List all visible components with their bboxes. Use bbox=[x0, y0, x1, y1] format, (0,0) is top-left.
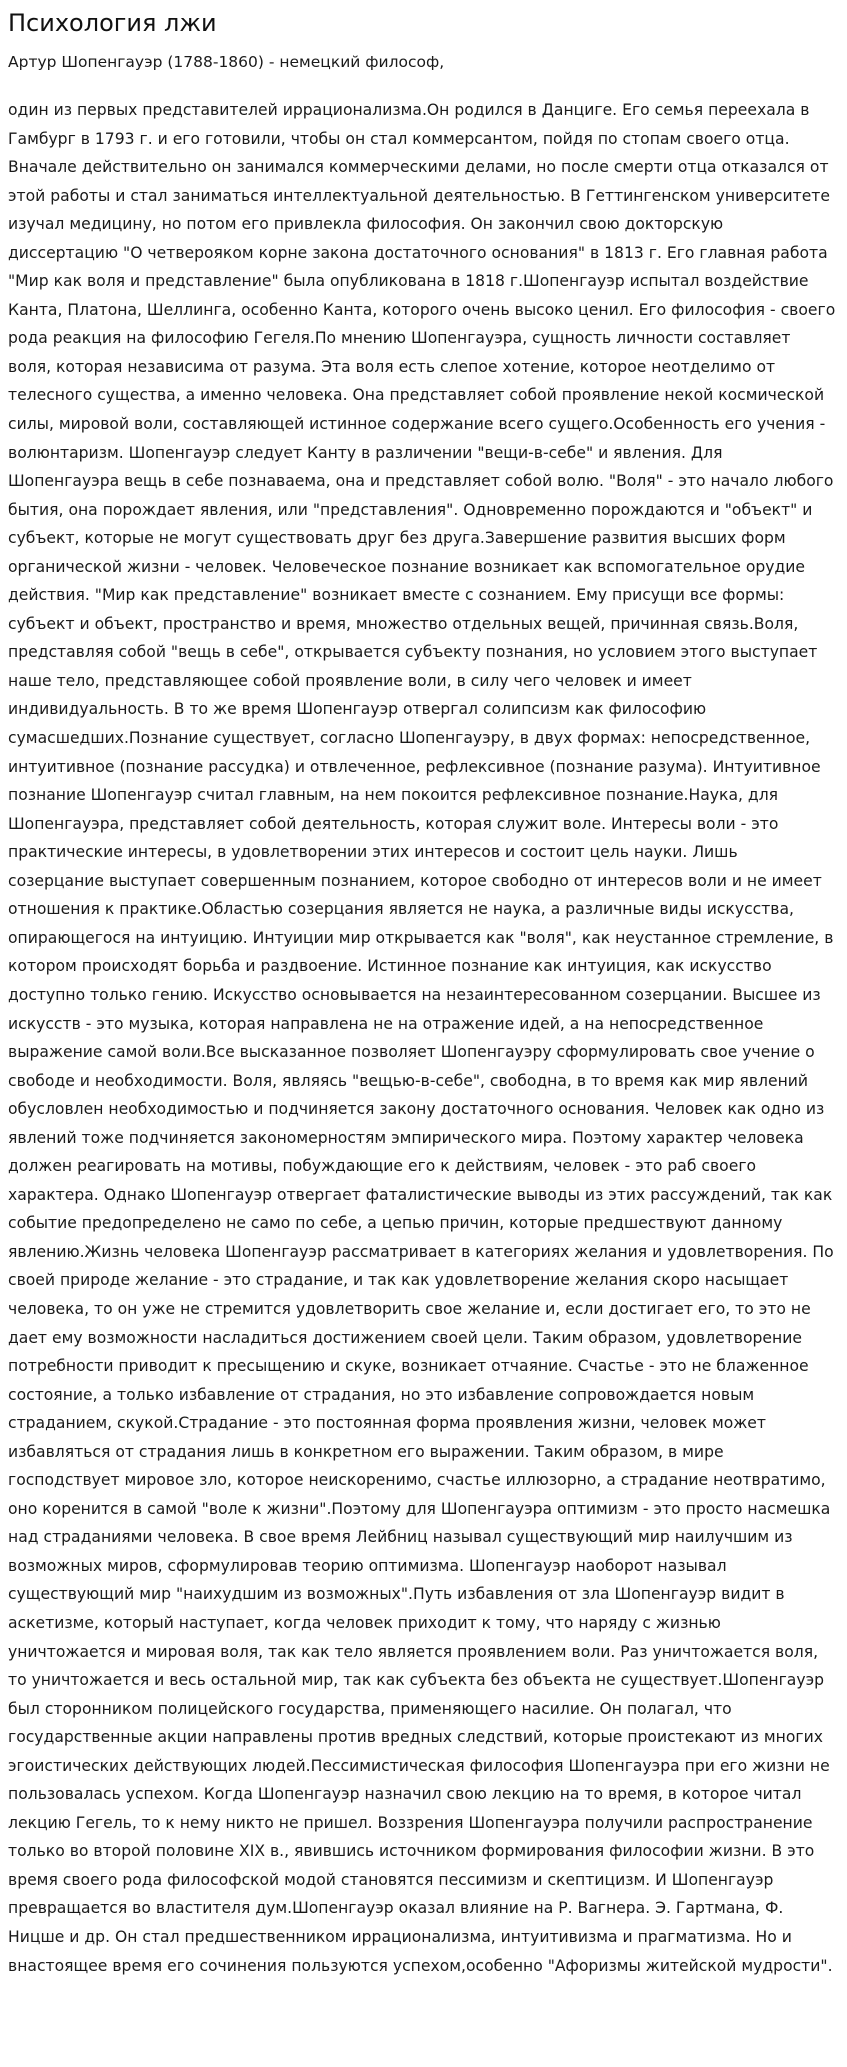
page-title: Психология лжи bbox=[8, 9, 217, 37]
author-line: Артур Шопенгауэр (1788-1860) - немецкий философ, bbox=[8, 53, 445, 71]
article-body: один из первых представителей иррационализма.Он родился в Данциге. Его семья переехала в Гамбург в 1793 г. и его готовили, чтобы он стал коммерсантом, пойдя по стопам своего отца. Вначале действительно он занимался коммерческими делами, но после смерти отца отказался от этой работы и стал заниматься интеллектуальной деятельностью. В Геттингенском университете изучал медицину, но потом его привлекла философия. Он закончил свою докторскую диссертацию "О четвероякoм корне закона достаточного основания" в 1813 г. Его главная работа "Мир как воля и представление" была опубликована в 1818 г.Шопенгауэр испытал воздействие Канта, Платона, Шеллинга, особенно Канта, которого очень высоко ценил. Его философия - своего рода реакция на философию Гегеля.По мнению Шопенгауэра, сущность личности составляет воля, которая независима от разума. Эта воля есть слепое хотение, которое неотделимо от телесного существа, а именно человека. Она представляет собой проявление некой космической силы, мировой воли, составляющей истинное содержание всего сущего.Особенность его учения - волюнтаризм. Шопенгауэр следует Канту в различении "вещи-в-себе" и явления. Для Шопенгауэра вещь в себе познаваема, она и представляет собой волю. "Воля" - это начало любого бытия, она порождает явления, или "представления". Одновременно порождаются и "объект" и субъект, которые не могут существовать друг без друга.Завершение развития высших форм органической жизни - человек. Человеческое познание возникает как вспомогательное орудие действия. "Мир как представление" возникает вместе с сознанием. Ему присущи все формы: субъект и объект, пространство и время, множество отдельных вещей, причинная связь.Воля, представляя собой "вещь в себе", открывается субъекту познания, но условием этого выступает наше тело, представляющее собой проявление воли, в силу чего человек и имеет индивидуальность. В то же время Шопенгауэр отвергал солипсизм как философию сумасшедших.Познание существует, согласно Шопенгауэру, в двух формах: непосредственное, интуитивное (познание рассудка) и отвлеченное, рефлексивное (познание разума). Интуитивное познание Шопенгауэр считал главным, на нем покоится рефлексивное познание.Наука, для Шопенгауэра, представляет собой деятельность, которая служит воле. Интересы воли - это практические интересы, в удовлетворении этих интересов и состоит цель науки. Лишь созерцание выступает совершенным познанием, которое свободно от интересов воли и не имеет отношения к практике.Областью созерцания является не наука, а различные виды искусства, опирающегося на интуицию. Интуиции мир открывается как "воля", как неустанное стремление, в котором происходят борьба и раздвоение. Истинное познание как интуиция, как искусство доступно только гению. Искусство основывается на незаинтересованном созерцании. Высшее из искусств - это музыка, которая направлена не на отражение идей, а на непосредственное выражение самой воли.Все высказанное позволяет Шопенгауэру сформулировать свое учение о свободе и необходимости. Воля, являясь "вещью-в-себе", свободна, в то время как мир явлений обусловлен необходимостью и подчиняется закону достаточного основания. Человек как одно из явлений тоже подчиняется закономерностям эмпирического мира. Поэтому характер человека должен реагировать на мотивы, побуждающие его к действиям, человек - это раб своего характера. Однако Шопенгауэр отвергает фаталистические выводы из этих рассуждений, так как событие предопределено не само по себе, а цепью причин, которые предшествуют данному явлению.Жизнь человека Шопенгауэр рассматривает в категориях желания и удовлетворения. По своей природе желание - это страдание, и так как удовлетворение желания скоро насыщает человека, то он уже не стремится удовлетворить свое желание и, если достигает его, то это не дает ему возможности насладиться достижением своей цели. Таким образом, удовлетворение потребности приводит к пресыщению и скуке, возникает отчаяние. Счастье - это не блаженное состояние, а только избавление от страдания, но это избавление сопровождается новым страданием, скукой.Страдание - это постоянная форма проявления жизни, человек может избавляться от страдания лишь в конкретном его выражении. Таким образом, в мире господствует мировое зло, которое неискоренимо, счастье иллюзорно, а страдание неотвратимо, оно коренится в самой "воле к жизни".Поэтому для Шопенгауэра оптимизм - это просто насмешка над страданиями человека. В свое время Лейбниц называл существующий мир наилучшим из возможных миров, сформулировав теорию оптимизма. Шопенгауэр наоборот называл существующий мир "наихудшим из возможных".Путь избавления от зла Шопенгауэр видит в аскетизме, который наступает, когда человек приходит к тому, что наряду с жизнью уничтожается и мировая воля, так как тело является проявлением воли. Раз уничтожается воля, то уничтожается и весь остальной мир, так как субъекта без объекта не существует.Шопенгауэр был сторонником полицейского государства, применяющего насилие. Он полагал, что государственные акции направлены против вредных следствий, которые проистекают из многих эгоистических действующих людей.Пессимистическая философия Шопенгауэра при его жизни не пользовалась успехом. Когда Шопенгауэр назначил свою лекцию на то время, в которое читал лекцию Гегель, то к нему никто не пришел. Воззрения Шопенгауэра получили распространение только во второй половине XIX в., явившись источником формирования философии жизни. В это время своего рода философской модой становятся пессимизм и скептицизм. И Шопенгауэр превращается во властителя дум.Шопенгауэр оказал влияние на Р. Вагнера. Э. Гартмана, Ф. Ницше и др. Он стал предшественником иррационализма, интуитивизма и прагматизма. Но и внастоящее время его сочинения пользуются успехом,особенно "Афоризмы житейской мудрости". bbox=[8, 101, 836, 1975]
